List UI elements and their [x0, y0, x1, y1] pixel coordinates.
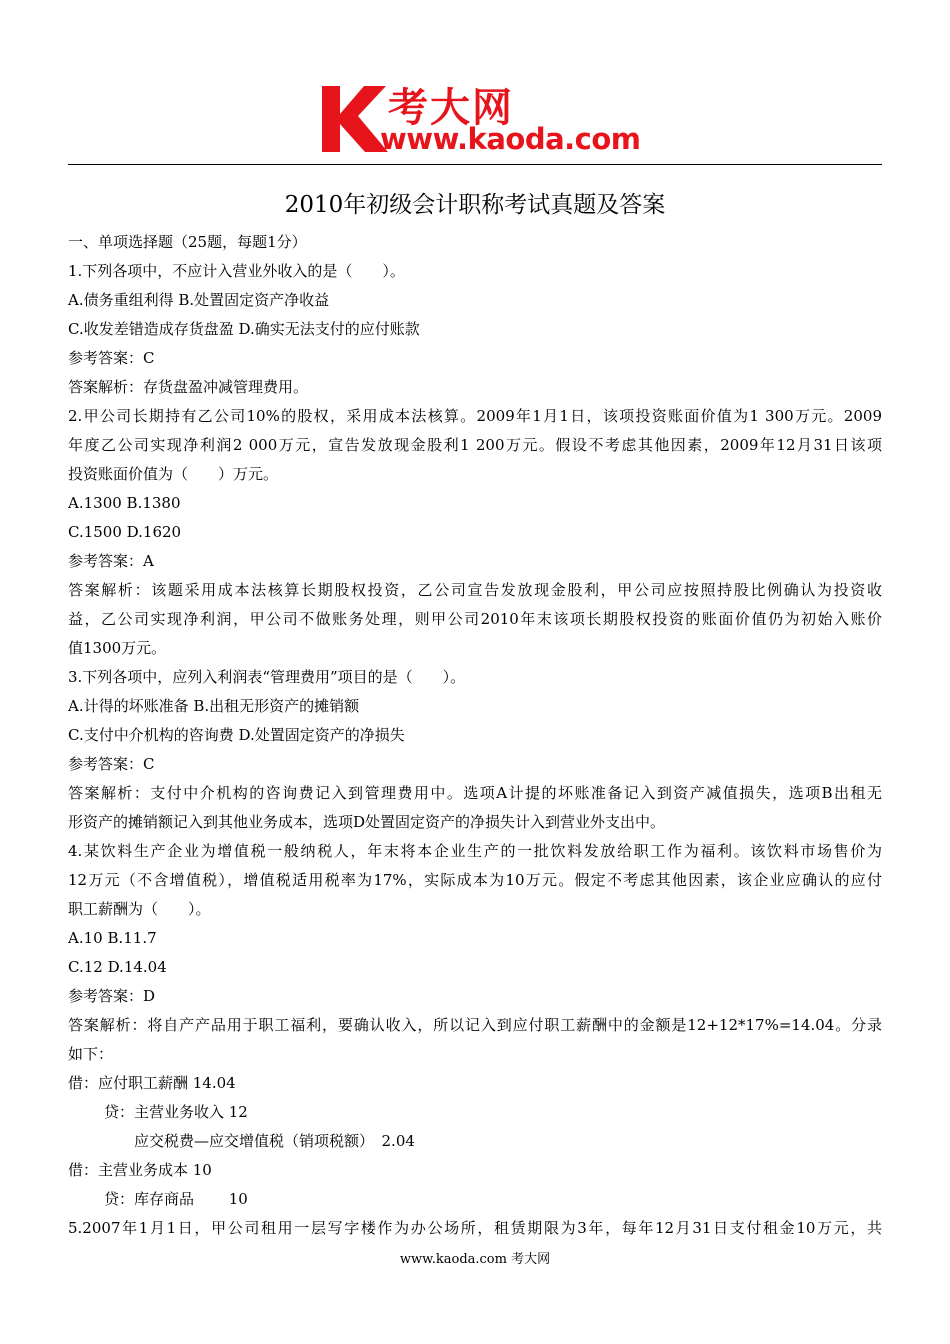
- question-3-stem: 3.下列各项中，应列入利润表“管理费用”项目的是（ ）。: [68, 668, 466, 686]
- question-2-options-cd: C.1500 D.1620: [68, 523, 182, 541]
- question-3-options-ab: A.计得的坏账准备 B.出租无形资产的摊销额: [68, 697, 360, 715]
- question-4-explanation: 答案解析：将自产产品用于职工福利，要确认收入，所以记入到应付职工薪酬中的金额是12+12*17%=14.04。分录: [68, 1016, 882, 1034]
- page-footer[interactable]: www.kaoda.com 考大网: [399, 1252, 551, 1267]
- journal-entry-credit: 应交税费—应交增值税（销项税额） 2.04: [134, 1132, 415, 1150]
- question-4-stem: 12万元（不含增值税），增值税适用税率为17%，实际成本为10万元。假定不考虑其他因素，该企业应确认的应付: [68, 871, 882, 889]
- question-2-options-ab: A.1300 B.1380: [68, 494, 181, 512]
- question-3-answer: 参考答案：C: [68, 755, 155, 773]
- journal-entry-debit: 借：主营业务成本 10: [68, 1161, 212, 1179]
- page-title: 2010年初级会计职称考试真题及答案: [284, 192, 666, 218]
- journal-entry-debit: 借：应付职工薪酬 14.04: [68, 1074, 236, 1092]
- question-1-answer: 参考答案：C: [68, 349, 155, 367]
- question-1-explanation: 答案解析：存货盘盈冲减管理费用。: [68, 378, 309, 396]
- question-2-stem: 年度乙公司实现净利润2 000万元，宣告发放现金股利1 200万元。假设不考虑其他因素，2009年12月31日该项: [68, 436, 882, 454]
- question-4-stem: 职工薪酬为（ ）。: [68, 900, 211, 918]
- question-4-answer: 参考答案：D: [68, 987, 156, 1005]
- question-2-answer: 参考答案：A: [68, 552, 154, 570]
- question-3-explanation: 答案解析：支付中介机构的咨询费记入到管理费用中。选项A计提的坏账准备记入到资产减值损失，选项B出租无: [68, 784, 882, 802]
- journal-entry-credit: 贷：库存商品 10: [104, 1190, 248, 1208]
- question-4-stem: 4.某饮料生产企业为增值税一般纳税人，年末将本企业生产的一批饮料发放给职工作为福利。该饮料市场售价为: [68, 842, 882, 860]
- question-4-explanation: 如下：: [68, 1045, 114, 1063]
- logo-brand-cn: 考大网: [388, 85, 514, 131]
- question-2-stem: 2.甲公司长期持有乙公司10%的股权，采用成本法核算。2009年1月1日，该项投资账面价值为1 300万元。2009: [68, 407, 882, 425]
- logo-brand-url: www.kaoda.com: [380, 122, 641, 156]
- question-1-options-cd: C.收发差错造成存货盘盈 D.确实无法支付的应付账款: [68, 320, 420, 338]
- section-heading: 一、单项选择题（25题，每题1分）: [68, 233, 307, 251]
- question-5-stem: 5.2007年1月1日，甲公司租用一层写字楼作为办公场所，租赁期限为3年，每年12月31日支付租金10万元，共: [68, 1219, 882, 1237]
- journal-entry-credit: 贷：主营业务收入 12: [104, 1103, 248, 1121]
- question-4-options-cd: C.12 D.14.04: [68, 958, 167, 976]
- question-2-explanation: 益，乙公司实现净利润，甲公司不做账务处理，则甲公司2010年末该项长期股权投资的账面价值仍为初始入账价: [68, 610, 882, 628]
- question-1-stem: 1.下列各项中，不应计入营业外收入的是（ ）。: [68, 262, 405, 280]
- document-body: [68, 228, 882, 1243]
- question-2-explanation: 值1300万元。: [68, 639, 167, 657]
- kaoda-logo[interactable]: [318, 80, 648, 160]
- question-2-explanation: 答案解析：该题采用成本法核算长期股权投资，乙公司宣告发放现金股利，甲公司应按照持股比例确认为投资收: [68, 581, 882, 599]
- question-2-stem: 投资账面价值为（ ）万元。: [68, 465, 279, 483]
- question-1-options-ab: A.债务重组利得 B.处置固定资产净收益: [68, 291, 330, 309]
- header-divider: [68, 164, 882, 165]
- question-3-explanation: 形资产的摊销额记入到其他业务成本，选项D处置固定资产的净损失计入到营业外支出中。: [68, 813, 666, 831]
- question-3-options-cd: C.支付中介机构的咨询费 D.处置固定资产的净损失: [68, 726, 405, 744]
- question-4-options-ab: A.10 B.11.7: [68, 929, 157, 947]
